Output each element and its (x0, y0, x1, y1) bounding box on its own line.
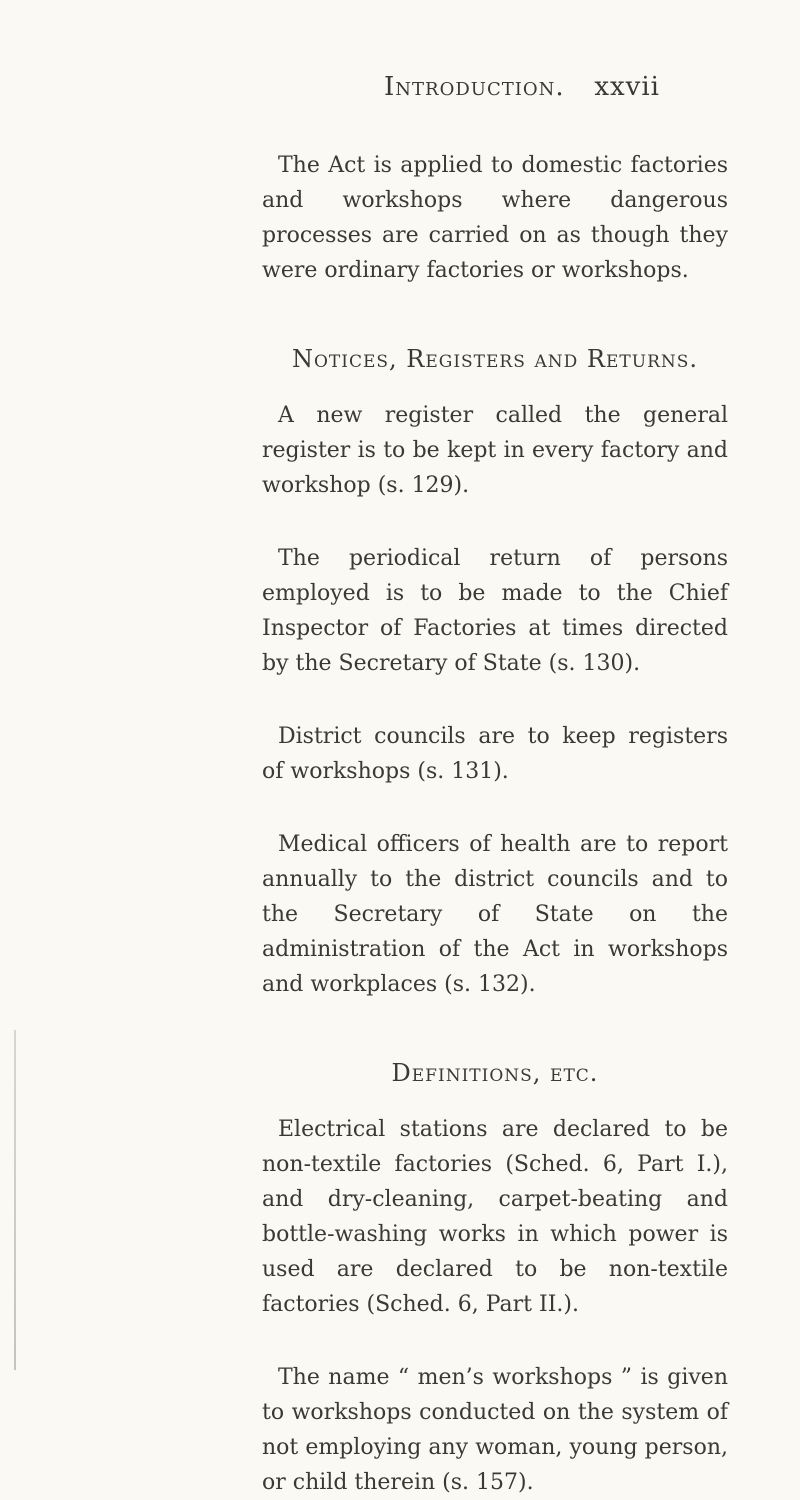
intro-paragraph: The Act is applied to domestic factories and workshops where dangerous processes are carried on as though they were ordinary factories or workshops. (262, 153, 728, 283)
body-text (262, 148, 728, 1500)
paragraph-periodical-return: The periodical return of persons employed is to be made to the Chief Inspector of Factories at times directed by the Secretary of State (s. 130). (262, 546, 728, 676)
running-head (0, 72, 800, 112)
running-title: Introduction. (384, 72, 565, 102)
paragraph-mens-workshops: The name “ men’s workshops ” is given to workshops conducted on the system of not employing any woman, young person, or child therein (s. 157). (262, 1365, 728, 1495)
paragraph-medical-officers: Medical officers of health are to report annually to the district councils and to the Secretary of State on the administration of the Act in workshops and workplaces (s. 132). (262, 832, 728, 997)
section-heading-definitions: Definitions, etc. (391, 1059, 599, 1087)
section-heading-notices: Notices, Registers and Returns. (291, 345, 699, 373)
paragraph-electrical-stations: Electrical stations are declared to be non-textile factories (Sched. 6, Part I.), and dry-cleaning, carpet-beating and bottle-washing works in which power is used are declared to be non-textile factories (Sched. 6, Part II.). (262, 1117, 728, 1317)
paragraph-general-register: A new register called the general register is to be kept in every factory and workshop (s. 129). (262, 403, 728, 498)
page-edge-shadow (14, 1030, 16, 1370)
paragraph-district-councils: District councils are to keep registers of workshops (s. 131). (262, 724, 728, 784)
page-number: xxvii (594, 72, 660, 102)
